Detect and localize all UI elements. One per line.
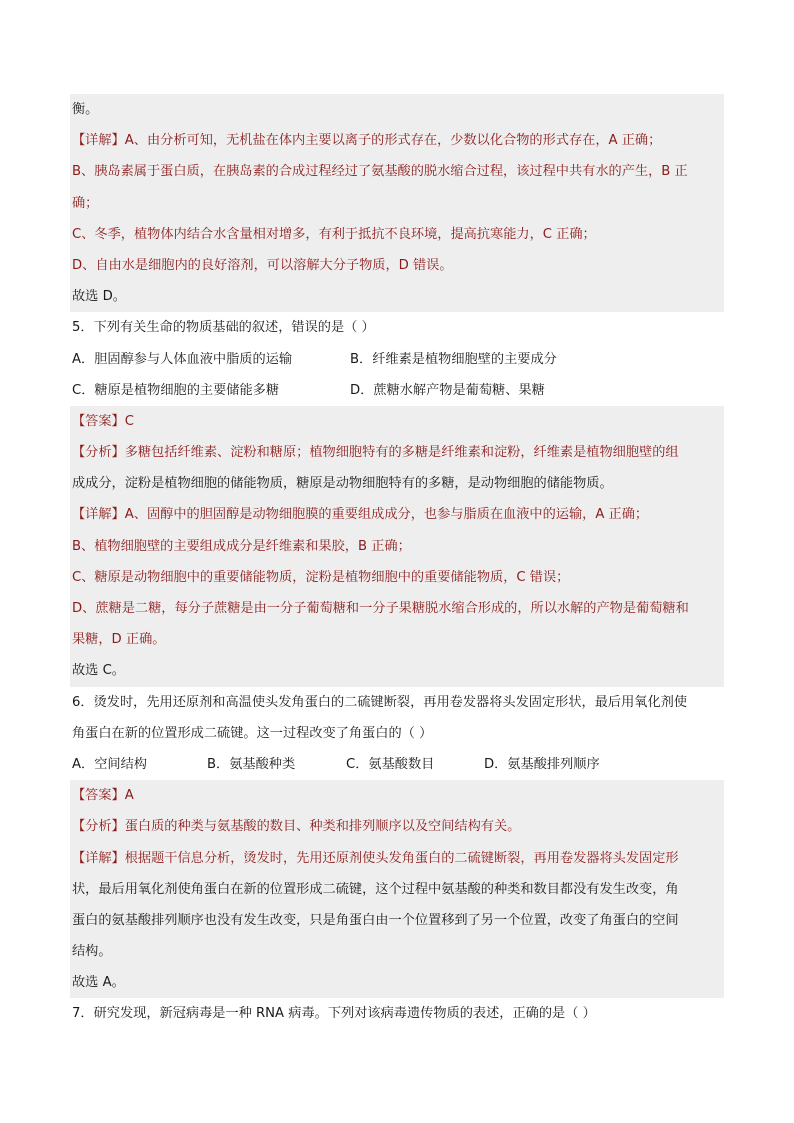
option-a: A．空间结构: [72, 756, 147, 772]
option-c: C．糖原是植物细胞的主要储能多糖: [72, 382, 280, 398]
final-choice: 故选 D。: [72, 289, 126, 305]
solution-block-q6: [70, 780, 724, 998]
detail-line: D、蔗糖是二糖，每分子蔗糖是由一分子葡萄糖和一分子果糖脱水缩合形成的，所以水解的产物是葡萄糖和: [72, 601, 689, 616]
option-b: B．纤维素是植物细胞壁的主要成分: [350, 351, 557, 367]
detail-line: 状，最后用氧化剂使角蛋白在新的位置形成二硫键，这个过程中氨基酸的种类和数目都没有发生改变，角: [72, 881, 679, 897]
answer-line: 【答案】A: [72, 788, 134, 804]
question-stem: 7．研究发现，新冠病毒是一种 RNA 病毒。下列对该病毒遗传物质的表述，正确的是（ ）: [72, 1006, 596, 1022]
options-row: [70, 749, 724, 780]
solution-block-q4: [70, 94, 724, 312]
option-a: A．胆固醇参与人体血液中脂质的运输: [72, 351, 293, 367]
question-stem: 6．烫发时，先用还原剂和高温使头发角蛋白的二硫键断裂，再用卷发器将头发固定形状，最后用氧化剂使: [72, 694, 688, 710]
detail-line: B、植物细胞壁的主要组成成分是纤维素和果胶，B 正确；: [72, 538, 411, 554]
question-5: [70, 312, 724, 406]
detail-line: 果糖，D 正确。: [72, 632, 166, 648]
question-stem: 5．下列有关生命的物质基础的叙述，错误的是（ ）: [72, 320, 375, 336]
detail-line: D、自由水是细胞内的良好溶剂，可以溶解大分子物质，D 错误。: [72, 257, 453, 273]
analysis-line: 【分析】蛋白质的种类与氨基酸的数目、种类和排列顺序以及空间结构有关。: [72, 819, 521, 835]
detail-line: 结构。: [72, 944, 112, 960]
final-choice: 故选 C。: [72, 663, 125, 679]
option-b: B．氨基酸种类: [207, 756, 296, 772]
analysis-line: 【分析】多糖包括纤维素、淀粉和糖原；植物细胞特有的多糖是纤维素和淀粉，纤维素是植物细胞壁的组: [72, 445, 679, 461]
option-c: C．氨基酸数目: [346, 756, 435, 772]
detail-line: 【详解】A、固醇中的胆固醇是动物细胞膜的重要组成成分，也参与脂质在血液中的运输，A 正确；: [72, 507, 649, 523]
question-7: [70, 998, 724, 1029]
detail-line: 【详解】根据题干信息分析，烫发时，先用还原剂使头发角蛋白的二硫键断裂，再用卷发器将头发固定形: [72, 850, 679, 866]
option-d: D．氨基酸排列顺序: [484, 756, 600, 772]
solution-line: 衡。: [72, 102, 99, 117]
detail-line: 蛋白的氨基酸排列顺序也没有发生改变，只是角蛋白由一个位置移到了另一个位置，改变了角蛋白的空间: [72, 912, 679, 928]
solution-block-q5: [70, 406, 724, 687]
detail-line: C、糖原是动物细胞中的重要储能物质，淀粉是植物细胞中的重要储能物质，C 错误；: [72, 569, 570, 585]
analysis-line: 成成分，淀粉是植物细胞的储能物质，糖原是动物细胞特有的多糖，是动物细胞的储能物质。: [72, 476, 613, 492]
options-row: [70, 375, 724, 406]
detail-line: B、胰岛素属于蛋白质，在胰岛素的合成过程经过了氨基酸的脱水缩合过程，该过程中共有水的产生，B 正: [72, 164, 688, 180]
options-row: [70, 344, 724, 375]
question-stem: 角蛋白在新的位置形成二硫键。这一过程改变了角蛋白的（ ）: [72, 725, 433, 741]
question-6: [70, 687, 724, 781]
document-content: [70, 94, 724, 1030]
detail-line: 【详解】A、由分析可知，无机盐在体内主要以离子的形式存在，少数以化合物的形式存在，A 正确；: [72, 133, 662, 149]
detail-line: C、冬季，植物体内结合水含量相对增多，有利于抵抗不良环境，提高抗寒能力，C 正确；: [72, 226, 596, 242]
option-d: D．蔗糖水解产物是葡萄糖、果糖: [350, 382, 545, 398]
answer-line: 【答案】C: [72, 413, 134, 429]
detail-line: 确；: [72, 195, 99, 211]
final-choice: 故选 A。: [72, 975, 125, 991]
